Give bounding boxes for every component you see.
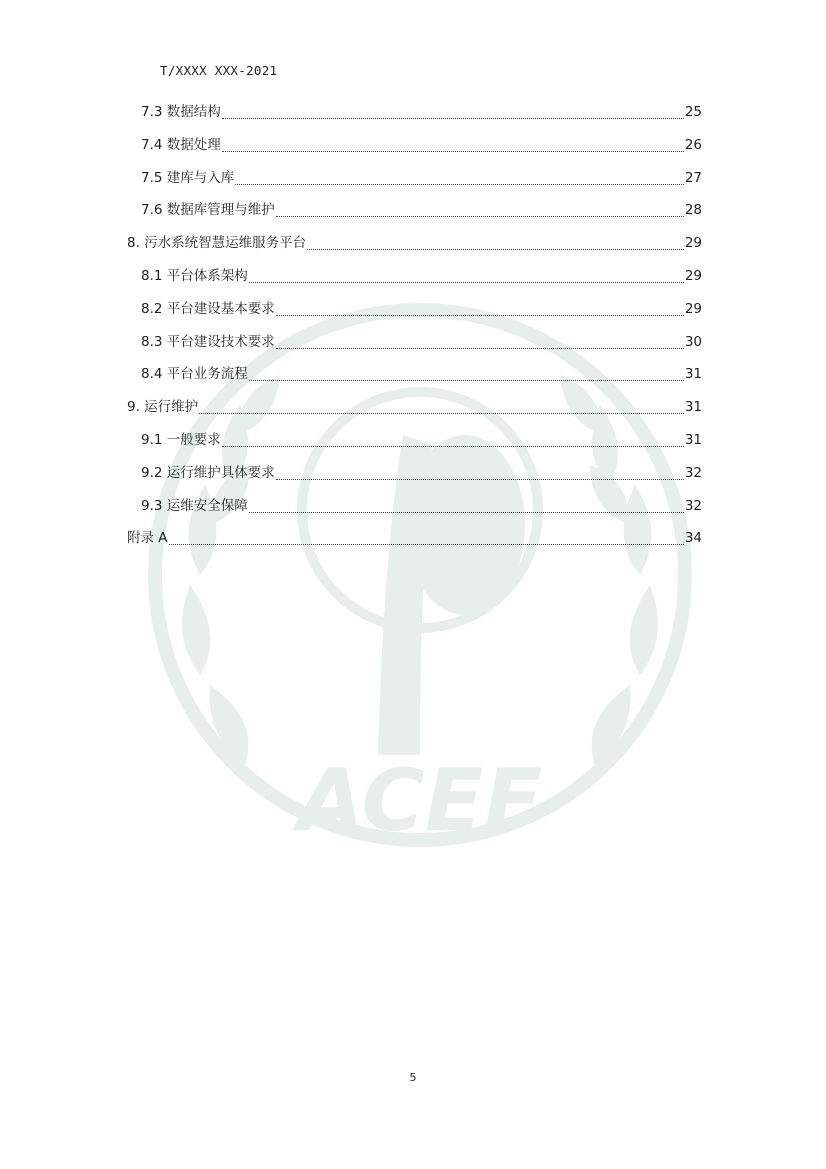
toc-entry-page: 26: [684, 136, 702, 153]
toc-dot-leader: [276, 314, 684, 316]
toc-entry-label: 9.1 一般要求: [141, 432, 221, 448]
toc-entry[interactable]: [141, 297, 702, 321]
toc-entry[interactable]: [141, 494, 702, 518]
toc-entry[interactable]: [141, 133, 702, 157]
toc-entry[interactable]: [141, 330, 702, 354]
toc-entry-page: 25: [684, 104, 702, 120]
toc-entry[interactable]: [141, 428, 702, 452]
toc-entry[interactable]: [141, 264, 702, 288]
toc-entry-label: 9.2 运行维护具体要求: [141, 464, 275, 481]
toc-entry-page: 31: [684, 366, 702, 383]
watermark-text: ACEF: [297, 751, 543, 851]
toc-entry-label: 7.6 数据库管理与维护: [141, 202, 275, 219]
toc-entry-page: 31: [684, 399, 702, 416]
toc-entry-page: 28: [684, 202, 702, 219]
page-number: 5: [409, 1071, 417, 1084]
toc-entry-label: 8. 污水系统智慧运维服务平台: [127, 235, 307, 252]
toc-entry[interactable]: [127, 395, 702, 419]
toc-dot-leader: [276, 215, 684, 217]
toc-entry-label: 8.4 平台业务流程: [141, 366, 248, 383]
toc-dot-leader: [169, 543, 684, 545]
toc-entry[interactable]: [141, 198, 702, 222]
toc-dot-leader: [307, 248, 684, 250]
toc-entry-page: 32: [684, 497, 702, 514]
toc-dot-leader: [199, 412, 684, 414]
toc-entry-page: 30: [684, 333, 702, 350]
toc-entry-label: 7.4 数据处理: [141, 136, 221, 153]
toc-entry[interactable]: [127, 526, 702, 550]
toc-dot-leader: [249, 281, 684, 283]
toc-entry-page: 31: [684, 432, 702, 448]
toc-dot-leader: [222, 117, 684, 119]
toc-entry[interactable]: [127, 231, 702, 255]
toc-entry[interactable]: [141, 362, 702, 386]
toc-entry-label: 9. 运行维护: [127, 399, 199, 416]
toc-dot-leader: [249, 511, 684, 513]
toc-entry-label: 8.3 平台建设技术要求: [141, 333, 275, 350]
toc-entry-page: 29: [684, 235, 702, 252]
toc-entry-label: 9.3 运维安全保障: [141, 497, 248, 514]
document-code-header: T/XXXX XXX-2021: [160, 63, 278, 78]
toc-dot-leader: [276, 478, 684, 480]
toc-entry-label: 7.3 数据结构: [141, 104, 221, 120]
toc-dot-leader: [276, 347, 684, 349]
toc-dot-leader: [235, 183, 684, 185]
toc-entry-page: 32: [684, 464, 702, 481]
toc-dot-leader: [249, 379, 684, 381]
toc-dot-leader: [222, 150, 684, 152]
toc-entry[interactable]: [141, 100, 702, 124]
toc-entry-page: 29: [684, 268, 702, 284]
toc-entry-label: 8.1 平台体系架构: [141, 268, 248, 284]
toc-entry-label: 7.5 建库与入库: [141, 169, 235, 186]
toc-entry-label: 8.2 平台建设基本要求: [141, 300, 275, 317]
toc-entry-page: 34: [684, 530, 702, 547]
toc-entry-label: 附录 A: [127, 530, 168, 547]
toc-entry[interactable]: [141, 166, 702, 190]
toc-entry[interactable]: [141, 461, 702, 485]
toc-entry-page: 27: [684, 169, 702, 186]
toc-entry-page: 29: [684, 300, 702, 317]
toc-dot-leader: [222, 445, 684, 447]
